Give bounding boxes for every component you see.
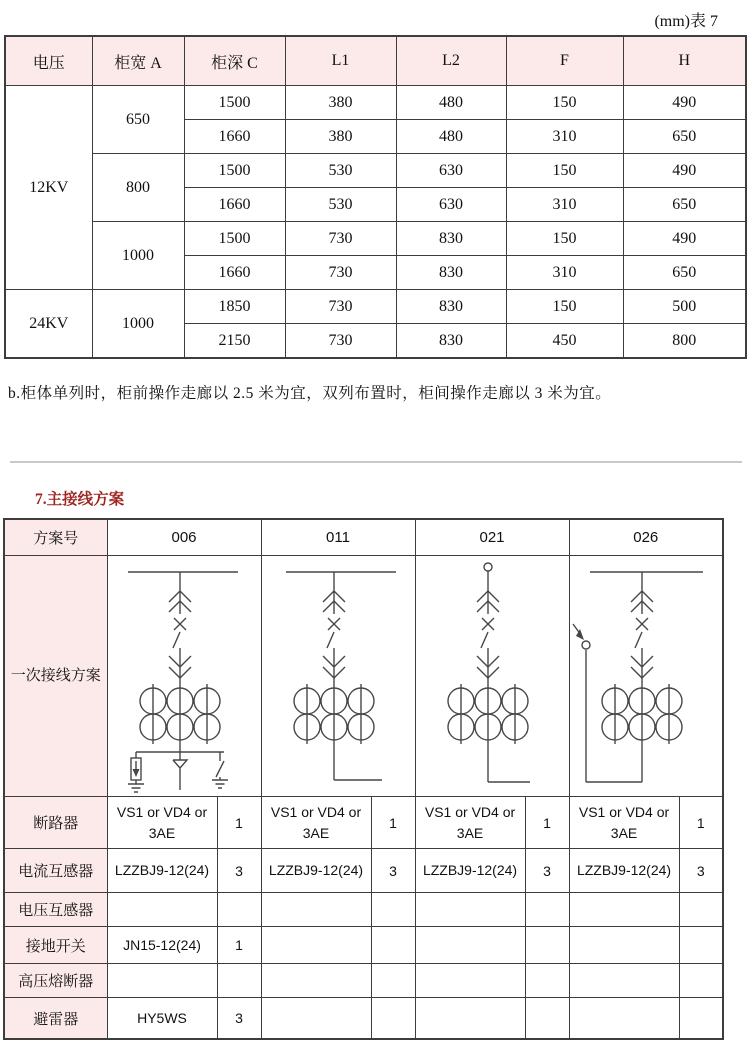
model-cell: LZZBJ9-12(24) bbox=[261, 849, 371, 893]
model-cell bbox=[107, 964, 217, 998]
data-cell: 310 bbox=[506, 256, 623, 290]
row-label: 电压互感器 bbox=[4, 893, 107, 927]
data-cell: 1500 bbox=[184, 154, 285, 188]
corner-label: 方案号 bbox=[4, 519, 107, 556]
data-cell: 630 bbox=[396, 154, 506, 188]
qty-cell bbox=[525, 998, 569, 1040]
equipment-row bbox=[4, 849, 723, 893]
data-cell: 530 bbox=[285, 188, 396, 222]
model-cell bbox=[569, 998, 679, 1040]
model-cell bbox=[569, 964, 679, 998]
data-cell: 830 bbox=[396, 256, 506, 290]
qty-cell: 1 bbox=[217, 927, 261, 964]
data-cell: 490 bbox=[623, 86, 746, 120]
qty-cell bbox=[525, 964, 569, 998]
data-cell: 730 bbox=[285, 290, 396, 324]
table-row bbox=[5, 86, 746, 120]
qty-cell bbox=[371, 964, 415, 998]
equipment-row bbox=[4, 927, 723, 964]
data-cell: 1500 bbox=[184, 86, 285, 120]
model-cell: VS1 or VD4 or 3AE bbox=[261, 797, 371, 849]
model-cell: VS1 or VD4 or 3AE bbox=[415, 797, 525, 849]
data-cell: 1660 bbox=[184, 188, 285, 222]
scheme-number: 026 bbox=[569, 519, 723, 556]
data-cell: 830 bbox=[396, 324, 506, 359]
scheme-table bbox=[3, 518, 724, 1040]
voltage-cell: 12KV bbox=[5, 86, 92, 290]
section-heading: 7.主接线方案 bbox=[35, 491, 125, 508]
qty-cell bbox=[371, 893, 415, 927]
data-cell: 530 bbox=[285, 154, 396, 188]
dimension-table bbox=[4, 35, 747, 359]
data-cell: 1660 bbox=[184, 256, 285, 290]
qty-cell: 1 bbox=[217, 797, 261, 849]
data-cell: 630 bbox=[396, 188, 506, 222]
model-cell: LZZBJ9-12(24) bbox=[569, 849, 679, 893]
scheme-number: 006 bbox=[107, 519, 261, 556]
qty-cell bbox=[371, 998, 415, 1040]
single-line-diagram-026 bbox=[570, 556, 724, 796]
column-header: 柜宽 A bbox=[92, 36, 184, 86]
header-row bbox=[5, 36, 746, 86]
qty-cell bbox=[679, 927, 723, 964]
qty-cell bbox=[679, 964, 723, 998]
data-cell: 480 bbox=[396, 86, 506, 120]
data-cell: 150 bbox=[506, 154, 623, 188]
model-cell: VS1 or VD4 or 3AE bbox=[569, 797, 679, 849]
data-cell: 730 bbox=[285, 324, 396, 359]
data-cell: 800 bbox=[623, 324, 746, 359]
qty-cell: 1 bbox=[679, 797, 723, 849]
qty-cell: 1 bbox=[371, 797, 415, 849]
qty-cell: 3 bbox=[525, 849, 569, 893]
data-cell: 1500 bbox=[184, 222, 285, 256]
scheme-header-row bbox=[4, 519, 723, 556]
model-cell bbox=[569, 893, 679, 927]
column-header: L1 bbox=[285, 36, 396, 86]
data-cell: 150 bbox=[506, 222, 623, 256]
model-cell bbox=[415, 964, 525, 998]
table-caption: (mm)表 7 bbox=[654, 13, 718, 30]
column-header: L2 bbox=[396, 36, 506, 86]
data-cell: 650 bbox=[623, 120, 746, 154]
diagram-row bbox=[4, 556, 723, 797]
model-cell bbox=[415, 927, 525, 964]
table-row bbox=[5, 154, 746, 188]
qty-cell bbox=[679, 998, 723, 1040]
model-cell: VS1 or VD4 or 3AE bbox=[107, 797, 217, 849]
data-cell: 2150 bbox=[184, 324, 285, 359]
row-label: 高压熔断器 bbox=[4, 964, 107, 998]
row-label: 避雷器 bbox=[4, 998, 107, 1040]
diagram-cell bbox=[415, 556, 569, 797]
row-label: 接地开关 bbox=[4, 927, 107, 964]
qty-cell: 3 bbox=[217, 998, 261, 1040]
model-cell bbox=[261, 893, 371, 927]
voltage-cell: 24KV bbox=[5, 290, 92, 359]
table-row bbox=[5, 290, 746, 324]
scheme-number: 021 bbox=[415, 519, 569, 556]
diagram-cell bbox=[261, 556, 415, 797]
data-cell: 500 bbox=[623, 290, 746, 324]
data-cell: 380 bbox=[285, 120, 396, 154]
qty-cell bbox=[217, 893, 261, 927]
qty-cell: 3 bbox=[217, 849, 261, 893]
data-cell: 310 bbox=[506, 120, 623, 154]
row-label: 一次接线方案 bbox=[4, 556, 107, 797]
data-cell: 650 bbox=[623, 256, 746, 290]
model-cell: JN15-12(24) bbox=[107, 927, 217, 964]
row-label: 电流互感器 bbox=[4, 849, 107, 893]
qty-cell bbox=[525, 893, 569, 927]
column-header: 柜深 C bbox=[184, 36, 285, 86]
table-row bbox=[5, 222, 746, 256]
data-cell: 380 bbox=[285, 86, 396, 120]
model-cell bbox=[415, 893, 525, 927]
qty-cell: 1 bbox=[525, 797, 569, 849]
data-cell: 480 bbox=[396, 120, 506, 154]
data-cell: 150 bbox=[506, 86, 623, 120]
data-cell: 1660 bbox=[184, 120, 285, 154]
data-cell: 730 bbox=[285, 256, 396, 290]
data-cell: 730 bbox=[285, 222, 396, 256]
width-cell: 800 bbox=[92, 154, 184, 222]
data-cell: 450 bbox=[506, 324, 623, 359]
equipment-row bbox=[4, 998, 723, 1040]
model-cell bbox=[261, 998, 371, 1040]
width-cell: 650 bbox=[92, 86, 184, 154]
data-cell: 310 bbox=[506, 188, 623, 222]
model-cell bbox=[415, 998, 525, 1040]
single-line-diagram-011 bbox=[262, 556, 416, 796]
equipment-row bbox=[4, 797, 723, 849]
data-cell: 490 bbox=[623, 154, 746, 188]
model-cell: LZZBJ9-12(24) bbox=[415, 849, 525, 893]
qty-cell bbox=[679, 893, 723, 927]
column-header: H bbox=[623, 36, 746, 86]
data-cell: 830 bbox=[396, 290, 506, 324]
width-cell: 1000 bbox=[92, 222, 184, 290]
column-header: 电压 bbox=[5, 36, 92, 86]
single-line-diagram-021 bbox=[416, 556, 570, 796]
data-cell: 650 bbox=[623, 188, 746, 222]
model-cell: LZZBJ9-12(24) bbox=[107, 849, 217, 893]
qty-cell bbox=[525, 927, 569, 964]
scheme-number: 011 bbox=[261, 519, 415, 556]
diagram-cell bbox=[569, 556, 723, 797]
qty-cell bbox=[217, 964, 261, 998]
data-cell: 150 bbox=[506, 290, 623, 324]
equipment-row bbox=[4, 893, 723, 927]
qty-cell bbox=[371, 927, 415, 964]
row-label: 断路器 bbox=[4, 797, 107, 849]
model-cell: HY5WS bbox=[107, 998, 217, 1040]
single-line-diagram-006 bbox=[108, 556, 262, 796]
model-cell bbox=[261, 964, 371, 998]
equipment-row bbox=[4, 964, 723, 998]
width-cell: 1000 bbox=[92, 290, 184, 359]
data-cell: 830 bbox=[396, 222, 506, 256]
diagram-cell bbox=[107, 556, 261, 797]
note-text: b.柜体单列时，柜前操作走廊以 2.5 米为宜，双列布置时，柜间操作走廊以 3 米为宜。 bbox=[8, 385, 612, 402]
data-cell: 490 bbox=[623, 222, 746, 256]
qty-cell: 3 bbox=[371, 849, 415, 893]
model-cell bbox=[569, 927, 679, 964]
divider-line bbox=[10, 461, 742, 463]
qty-cell: 3 bbox=[679, 849, 723, 893]
data-cell: 1850 bbox=[184, 290, 285, 324]
column-header: F bbox=[506, 36, 623, 86]
model-cell bbox=[261, 927, 371, 964]
model-cell bbox=[107, 893, 217, 927]
